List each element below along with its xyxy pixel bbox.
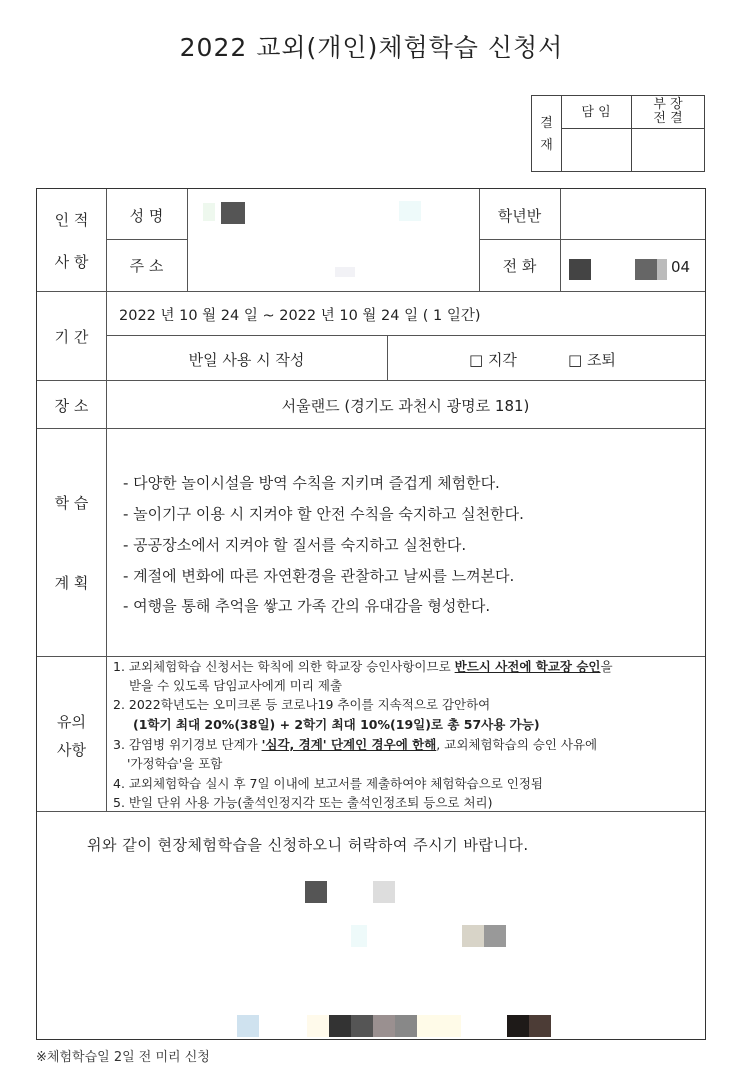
- plan-item: - 놀이기구 이용 시 지켜야 할 안전 수칙을 숙지하고 실천한다.: [123, 505, 524, 523]
- note-1: 1. 교외체험학습 신청서는 학칙에 의한 학교장 승인사항이므로 반드시 사전에 학교장 승인을: [113, 659, 613, 674]
- redacted-mark: [351, 925, 367, 947]
- approval-role-homeroom: 담 임: [581, 105, 611, 120]
- approval-label-1: 결: [540, 116, 553, 131]
- half-day-label: 반일 사용 시 작성: [188, 351, 305, 369]
- closing-statement: 위와 같이 현장체험학습을 신청하오니 허락하여 주시기 바랍니다.: [87, 836, 529, 854]
- footnote: ※체험학습일 2일 전 미리 신청: [36, 1050, 210, 1065]
- redacted-signature: [395, 1015, 417, 1037]
- redacted-signature: [373, 1015, 395, 1037]
- early-leave-checkbox[interactable]: □ 조퇴: [568, 351, 616, 369]
- period-section-label: 기 간: [54, 328, 89, 346]
- approval-label-2: 재: [540, 138, 553, 153]
- personal-section-label-1: 인 적: [54, 211, 89, 229]
- late-checkbox[interactable]: □ 지각: [469, 351, 517, 369]
- redacted-signature: [462, 925, 484, 947]
- note-2-cont: (1학기 최대 20%(38일) + 2학기 최대 10%(19일)로 총 57사용 가능): [133, 717, 540, 732]
- place-section-label: 장 소: [54, 397, 89, 415]
- redacted-mark: [335, 267, 355, 277]
- redacted-signature: [417, 1015, 461, 1037]
- note-2: 2. 2022학년도는 오미크론 등 코로나19 추이를 지속적으로 감안하여: [113, 697, 491, 712]
- application-form: [36, 188, 706, 1040]
- notes-section-label-2: 사항: [57, 741, 86, 759]
- note-3-cont: '가정학습'을 포함: [127, 756, 223, 771]
- personal-section-label-2: 사 항: [54, 253, 89, 271]
- phone-tail: 04: [671, 258, 691, 276]
- redacted-signature: [484, 925, 506, 947]
- redacted-phone: [569, 259, 591, 280]
- address-label: 주 소: [129, 257, 164, 275]
- name-label: 성 명: [129, 207, 164, 225]
- class-label: 학년반: [497, 207, 542, 225]
- redacted-date: [373, 881, 395, 903]
- page-title: 2022 교외(개인)체험학습 신청서: [179, 33, 564, 62]
- redacted-mark: [203, 203, 215, 221]
- place-value: 서울랜드 (경기도 과천시 광명로 181): [281, 397, 530, 415]
- note-5: 5. 반일 단위 사용 가능(출석인정지각 또는 출석인정조퇴 등으로 처리): [113, 795, 493, 810]
- plan-item: - 다양한 놀이시설을 방역 수칙을 지키며 즐겁게 체험한다.: [123, 474, 500, 492]
- redacted-signature: [237, 1015, 259, 1037]
- redacted-name: [221, 202, 245, 224]
- plan-item: - 계절에 변화에 따른 자연환경을 관찰하고 날씨를 느껴본다.: [123, 567, 515, 585]
- redacted-signature: [307, 1015, 329, 1037]
- approval-role-head-1: 부 장: [653, 97, 683, 112]
- plan-section-label-1: 학 습: [54, 494, 89, 512]
- note-3: 3. 감염병 위기경보 단계가 '심각, 경계' 단계인 경우에 한해, 교외체험학습의 승인 사유에: [113, 737, 598, 752]
- approval-box: [531, 95, 705, 172]
- plan-item: - 여행을 통해 추억을 쌓고 가족 간의 유대감을 형성한다.: [123, 597, 491, 615]
- notes-section-label-1: 유의: [57, 713, 86, 731]
- plan-item: - 공공장소에서 지켜야 할 질서를 숙지하고 실천한다.: [123, 536, 467, 554]
- phone-label: 전 화: [502, 257, 537, 275]
- period-range: 2022 년 10 월 24 일 ~ 2022 년 10 월 24 일 ( 1 일간): [119, 308, 481, 324]
- redacted-signature: [529, 1015, 551, 1037]
- redacted-mark: [399, 201, 421, 221]
- plan-section-label-2: 계 획: [54, 574, 89, 592]
- approval-role-head-2: 전 결: [653, 111, 683, 126]
- note-4: 4. 교외체험학습 실시 후 7일 이내에 보고서를 제출하여야 체험학습으로 인정됨: [113, 776, 543, 791]
- note-1-cont: 받을 수 있도록 담임교사에게 미리 제출: [129, 678, 343, 693]
- redacted-phone: [635, 259, 657, 280]
- redacted-signature: [351, 1015, 373, 1037]
- redacted-signature: [329, 1015, 351, 1037]
- redacted-signature: [507, 1015, 529, 1037]
- redacted-date: [305, 881, 327, 903]
- redacted-phone: [657, 259, 667, 280]
